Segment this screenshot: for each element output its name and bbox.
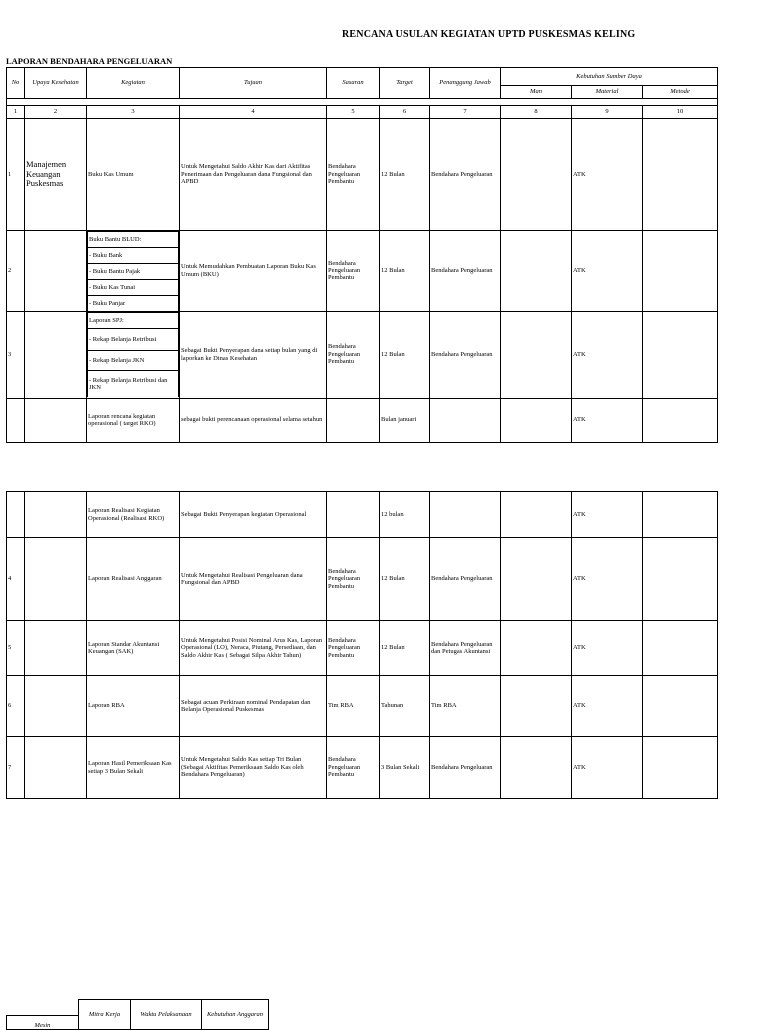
table-row <box>7 621 718 676</box>
row-no: 4 <box>7 538 25 621</box>
row-metode <box>643 737 718 799</box>
row-pj: Bendahara Pengeluaran <box>430 119 501 231</box>
row-no: 7 <box>7 737 25 799</box>
row-pj: Bendahara Pengeluaran dan Petugas Akuntansi <box>430 621 501 676</box>
row-material: ATK <box>572 621 643 676</box>
row-material: ATK <box>572 538 643 621</box>
row-sasaran: Bendahara Pengeluaran Pembantu <box>327 737 380 799</box>
row-sasaran: Tim RBA <box>327 676 380 737</box>
row-man <box>501 621 572 676</box>
row-target: 12 Bulan <box>380 119 430 231</box>
header-sasaran: Sasaran <box>327 68 380 99</box>
row-kegiatan: Laporan Realisasi Kegiatan Operasional (Realisasi RKO) <box>87 492 180 538</box>
row-pj <box>430 398 501 442</box>
table-row <box>7 231 718 312</box>
row-man <box>501 311 572 398</box>
sublist-item: Buku Bantu BLUD: <box>88 232 179 248</box>
row-metode <box>643 311 718 398</box>
table-row <box>7 676 718 737</box>
row-no: 3 <box>7 311 25 398</box>
table-row <box>7 737 718 799</box>
row-man <box>501 538 572 621</box>
row-no: 5 <box>7 621 25 676</box>
col-number: 1 <box>7 106 25 119</box>
row-material: ATK <box>572 676 643 737</box>
row-material: ATK <box>572 311 643 398</box>
row-sasaran <box>327 398 380 442</box>
row-man <box>501 737 572 799</box>
row-kegiatan: Laporan rencana kegiatan operasional ( target RKO) <box>87 398 180 442</box>
row-upaya <box>25 621 87 676</box>
document-title: RENCANA USULAN KEGIATAN UPTD PUSKESMAS KELING <box>342 29 636 40</box>
footer-blank <box>7 1000 79 1016</box>
section-subtitle: LAPORAN BENDAHARA PENGELUARAN <box>6 56 173 66</box>
footer-header-mitra: Mitra Kerja <box>79 1000 131 1030</box>
header-target: Target <box>380 68 430 99</box>
row-metode <box>643 676 718 737</box>
row-material: ATK <box>572 119 643 231</box>
kegiatan-sublist <box>87 312 179 397</box>
row-no: 6 <box>7 676 25 737</box>
row-tujuan: Sebagai acuan Perkiraan nominal Pendapatan dan Belanja Operasional Puskesmas <box>180 676 327 737</box>
row-target: Tahunan <box>380 676 430 737</box>
row-tujuan: sebagai bukti perencanaan operasional selama setahun <box>180 398 327 442</box>
table-row <box>7 538 718 621</box>
row-sasaran: Bendahara Pengeluaran Pembantu <box>327 119 380 231</box>
sublist-item: Laporan SPJ: <box>88 313 179 329</box>
table-row <box>7 492 718 538</box>
row-tujuan: Untuk Mengetahui Realisasi Pengeluaran dana Fungsional dan APBD <box>180 538 327 621</box>
row-tujuan: Untuk Memudahkan Pembuatan Laporan Buku Kas Umum (BKU) <box>180 231 327 312</box>
row-man <box>501 492 572 538</box>
activity-table-part-2 <box>6 491 718 799</box>
row-target: 12 Bulan <box>380 231 430 312</box>
table-row <box>7 311 718 398</box>
row-no <box>7 398 25 442</box>
row-tujuan: Sebagai Bukti Penyerapan kegiatan Operasional <box>180 492 327 538</box>
row-man <box>501 231 572 312</box>
row-pj: Bendahara Pengeluaran <box>430 231 501 312</box>
row-metode <box>643 119 718 231</box>
row-target: 12 bulan <box>380 492 430 538</box>
row-upaya <box>25 538 87 621</box>
row-no: 2 <box>7 231 25 312</box>
row-kegiatan: Buku Kas Umum <box>87 119 180 231</box>
row-kegiatan <box>87 311 180 398</box>
col-number: 10 <box>643 106 718 119</box>
row-material: ATK <box>572 231 643 312</box>
row-target: Bulan januari <box>380 398 430 442</box>
row-kegiatan: Laporan Realisasi Anggaran <box>87 538 180 621</box>
row-metode <box>643 492 718 538</box>
row-pj <box>430 492 501 538</box>
header-kegiatan: Kegiatan <box>87 68 180 99</box>
row-sasaran: Bendahara Pengeluaran Pembantu <box>327 311 380 398</box>
header-tujuan: Tujuan <box>180 68 327 99</box>
sublist-item: - Buku Bank <box>88 248 179 264</box>
footer-table <box>6 999 269 1030</box>
header-metode: Metode <box>643 86 718 99</box>
sublist-item: - Rekap Belanja Retribusi dan JKN <box>88 371 179 397</box>
row-metode <box>643 398 718 442</box>
sublist-item: - Buku Panjar <box>88 296 179 311</box>
row-target: 12 Bulan <box>380 311 430 398</box>
row-sasaran: Bendahara Pengeluaran Pembantu <box>327 231 380 312</box>
row-sasaran: Bendahara Pengeluaran Pembantu <box>327 538 380 621</box>
header-no: No <box>7 68 25 99</box>
activity-table-part-1 <box>6 67 718 443</box>
row-tujuan: Untuk Mengetahui Saldo Kas setiap Tri Bulan (Sebagai Aktifitas Pemeriksaan Saldo Kas oleh Bendahara Pengeluaran) <box>180 737 327 799</box>
row-metode <box>643 621 718 676</box>
row-sasaran: Bendahara Pengeluaran Pembantu <box>327 621 380 676</box>
table-row <box>7 398 718 442</box>
row-material: ATK <box>572 492 643 538</box>
row-upaya <box>25 398 87 442</box>
footer-header-waktu: Waktu Pelaksanaan <box>131 1000 202 1030</box>
row-metode <box>643 538 718 621</box>
col-number: 4 <box>180 106 327 119</box>
header-spacer <box>7 99 718 106</box>
row-target: 12 Bulan <box>380 621 430 676</box>
row-upaya: Manajemen Keuangan Puskesmas <box>25 119 87 231</box>
footer-header-kebutuhan: Kebutuhan Anggaran <box>202 1000 269 1030</box>
row-upaya <box>25 492 87 538</box>
row-target: 12 Bulan <box>380 538 430 621</box>
sublist-item: - Rekap Belanja Retribusi <box>88 329 179 351</box>
row-upaya <box>25 676 87 737</box>
header-penanggung-jawab: Penanggung Jawab <box>430 68 501 99</box>
row-no: 1 <box>7 119 25 231</box>
row-upaya <box>25 737 87 799</box>
header-sumber-daya: Kebutuhan Sumber Daya <box>501 68 718 86</box>
col-number: 3 <box>87 106 180 119</box>
row-upaya <box>25 311 87 398</box>
col-number: 9 <box>572 106 643 119</box>
row-sasaran <box>327 492 380 538</box>
row-no <box>7 492 25 538</box>
row-kegiatan: Laporan Hasil Pemeriksaan Kas setiap 3 Bulan Sekali <box>87 737 180 799</box>
row-pj: Tim RBA <box>430 676 501 737</box>
footer-header-mesin: Mesin <box>7 1016 79 1030</box>
header-upaya: Upaya Kesehatan <box>25 68 87 99</box>
row-metode <box>643 231 718 312</box>
col-number: 5 <box>327 106 380 119</box>
header-material: Material <box>572 86 643 99</box>
row-tujuan: Untuk Mengetahui Saldo Akhir Kas dari Aktifitas Penerimaan dan Pengeluaran dana Fungsional dan APBD <box>180 119 327 231</box>
sublist-item: - Rekap Belanja JKN <box>88 351 179 371</box>
row-material: ATK <box>572 737 643 799</box>
col-number: 6 <box>380 106 430 119</box>
row-kegiatan <box>87 231 180 312</box>
kegiatan-sublist <box>87 231 179 311</box>
col-number: 2 <box>25 106 87 119</box>
row-pj: Bendahara Pengeluaran <box>430 538 501 621</box>
row-pj: Bendahara Pengeluaran <box>430 311 501 398</box>
table-row <box>7 119 718 231</box>
sublist-item: - Buku Kas Tunai <box>88 280 179 296</box>
sublist-item: - Buku Bantu Pajak <box>88 264 179 280</box>
row-tujuan: Untuk Mengetahui Posisi Nominal Arus Kas, Laporan Operasional (LO), Neraca, Piutang, Persediaan, dan Saldo Akhir Kas ( Sebagai Silpa Akhir Tahun) <box>180 621 327 676</box>
row-kegiatan: Laporan RBA <box>87 676 180 737</box>
row-tujuan: Sebagai Bukti Penyerapan dana setiap bulan yang di laporkan ke Dinas Kesehatan <box>180 311 327 398</box>
row-man <box>501 119 572 231</box>
row-man <box>501 676 572 737</box>
row-upaya <box>25 231 87 312</box>
col-number: 7 <box>430 106 501 119</box>
row-man <box>501 398 572 442</box>
header-man: Man <box>501 86 572 99</box>
row-material: ATK <box>572 398 643 442</box>
row-kegiatan: Laporan Standar Akuntansi Keuangan (SAK) <box>87 621 180 676</box>
row-target: 3 Bulan Sekali <box>380 737 430 799</box>
row-pj: Bendahara Pengeluaran <box>430 737 501 799</box>
col-number: 8 <box>501 106 572 119</box>
